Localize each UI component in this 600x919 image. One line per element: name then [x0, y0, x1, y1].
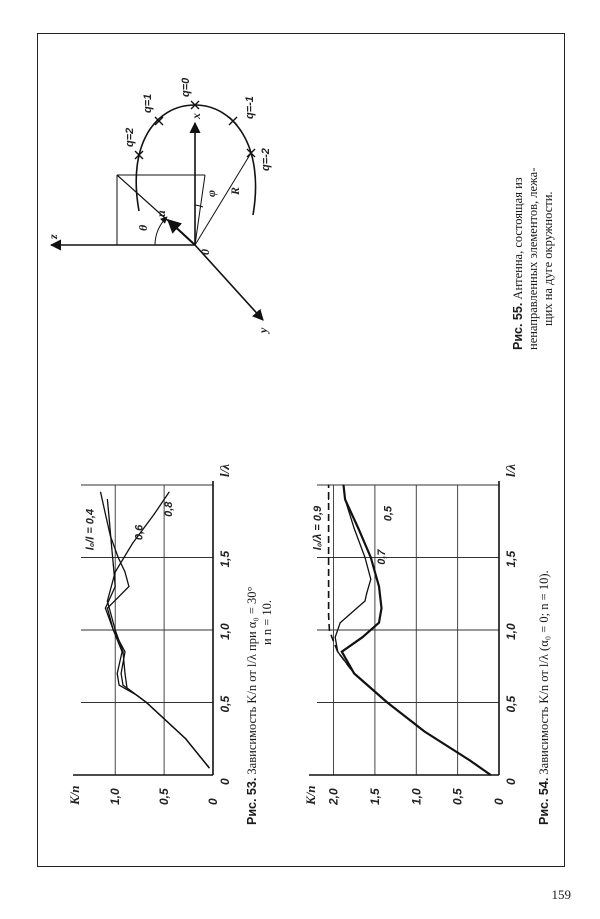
fig53-curve-label-2: 0,8	[162, 501, 175, 517]
fig53-series-2-point-9	[132, 542, 133, 543]
r-label: R	[228, 186, 242, 195]
fig54-series-0-point-9	[328, 586, 329, 587]
page-number: 159	[551, 887, 571, 902]
element-arc	[136, 105, 255, 215]
fig53-x-tick-label-0: 0	[218, 778, 232, 785]
fig53-series-0-point-10	[124, 571, 125, 572]
fig54-x-axis-label: l/λ	[503, 464, 518, 477]
fig53-series-1-point-11	[111, 542, 112, 543]
fig54-series-1-point-12	[364, 557, 365, 558]
fig53-series-0-point-14	[100, 492, 101, 493]
figure-54-caption	[537, 570, 552, 825]
x-axis-label: x	[189, 113, 203, 119]
fig54-y-tick-label-3: 1,5	[367, 788, 382, 805]
fig54-series-2-point-1	[469, 760, 470, 761]
figure-53-chart	[63, 445, 243, 825]
fig53-series-2-point-0	[208, 767, 209, 768]
fig54-y-tick-label-2: 1,0	[409, 788, 424, 805]
theta-label: θ	[136, 224, 150, 231]
fig54-series-1-point-5	[337, 651, 338, 652]
fig53-y-tick-label-1: 0,5	[157, 788, 172, 805]
fig53-series-1-point-4	[122, 685, 123, 686]
fig54-series-2-point-8	[381, 608, 382, 609]
origin-label: 0	[198, 249, 212, 255]
fig53-x-tick-label-2: 1,0	[218, 623, 232, 640]
fig54-series-2-point-13	[345, 499, 346, 500]
figure-53-caption	[245, 586, 275, 825]
fig53-series-1-point-5	[120, 673, 121, 674]
fig54-y-tick-label-0: 0	[492, 798, 506, 805]
figure-55-caption-line-3: щих на дуге окружности.	[541, 191, 555, 326]
fig53-y-tick-label-0: 0	[206, 798, 220, 805]
figure-53-caption-line-1	[245, 586, 260, 825]
figure-55-caption-text-1: Антенна, состоящая из	[511, 177, 525, 300]
fig53-x-tick-label-3: 1,5	[218, 550, 232, 568]
y-axis-label: y	[256, 327, 270, 333]
fig54-curve-label-0: l₀/λ = 0,9	[312, 505, 325, 551]
figure-55-caption-line-1	[511, 168, 526, 350]
fig53-series-1-point-6	[124, 651, 125, 652]
fig54-series-1-point-9	[364, 600, 365, 601]
rotated-page-content	[37, 33, 563, 865]
fig53-x-tick-label-1: 0,5	[218, 695, 232, 713]
fig53-series-1-point-12	[109, 521, 110, 522]
fig54-x-tick-label-1: 0,5	[504, 695, 518, 713]
fig53-series-2-point-7	[107, 600, 108, 601]
figure-54-caption-text: Зависимость K/n от l/λ (α₀ = 0; n = 10).	[537, 570, 551, 775]
fig53-series-1-point-7	[113, 629, 114, 630]
fig53-series-2-point-2	[146, 702, 147, 703]
figure-55-caption-lead: Рис. 55.	[511, 302, 525, 350]
fig54-y-axis-label: K/n	[303, 785, 318, 805]
figure-53-caption-lead: Рис. 53.	[245, 777, 259, 825]
fig54-series-2-point-0	[490, 774, 491, 775]
fig54-series-2-point-11	[370, 557, 371, 558]
fig54-series-1-point-11	[370, 579, 371, 580]
fig54-y-tick-label-1: 0,5	[450, 788, 465, 805]
fig54-series-2-point-5	[341, 651, 342, 652]
q-2-label: q=2	[124, 127, 136, 147]
y-axis-arrow	[195, 245, 263, 320]
fig54-series-2-point-14	[343, 484, 344, 485]
fig53-series-0-point-5	[117, 673, 118, 674]
fig53-series-1-point-13	[107, 499, 108, 500]
fig53-curve-label-1: 0,6	[133, 524, 146, 541]
fig53-series-2-point-4	[124, 673, 125, 674]
element-q-minus-1	[229, 117, 237, 125]
fig53-series-2-point-10	[154, 513, 155, 514]
u-vector	[168, 220, 195, 245]
q-minus-2-label: q=-2	[260, 148, 272, 171]
fig54-series-0-point-8	[328, 615, 329, 616]
fig54-curve-label-1: 0,7	[375, 549, 388, 565]
fig54-series-2-point-4	[354, 673, 355, 674]
fig54-series-2-point-7	[378, 622, 379, 623]
theta-arc	[155, 217, 167, 245]
fig54-series-1-point-8	[356, 608, 357, 609]
fig54-x-tick-label-0: 0	[504, 778, 518, 785]
figure-54-chart	[299, 445, 531, 825]
fig53-series-2-point-5	[122, 651, 123, 652]
fig54-series-0-point-11	[328, 528, 329, 529]
fig53-series-0-point-4	[119, 685, 120, 686]
fig54-y-tick-label-4: 2,0	[326, 788, 341, 805]
fig53-y-axis-label: K/n	[67, 785, 82, 805]
fig54-series-0-point-10	[328, 557, 329, 558]
fig54-series-0-point-7	[329, 629, 330, 630]
fig54-series-2-point-12	[358, 528, 359, 529]
fig54-series-2-point-2	[424, 731, 425, 732]
fig53-series-0-point-11	[118, 557, 119, 558]
q-0-label: q=0	[180, 77, 192, 97]
fig53-series-0-point-9	[128, 586, 129, 587]
fig54-series-1-point-10	[366, 593, 367, 594]
fig54-series-1-point-13	[354, 528, 355, 529]
figure-54-caption-lead: Рис. 54.	[537, 777, 551, 825]
fig53-x-axis-label: l/λ	[217, 464, 232, 477]
phi-arc	[195, 205, 203, 207]
fig53-series-1-point-10	[113, 564, 114, 565]
fig53-series-2-point-1	[185, 738, 186, 739]
figure-53-caption-text: Зависимость K/n от l/λ при α₀ = 30°	[245, 586, 259, 775]
fig54-series-2-point-9	[378, 586, 379, 587]
fig54-series-0-point-6	[331, 637, 332, 638]
fig54-series-2-point-6	[362, 637, 363, 638]
z-axis-label: z	[46, 234, 60, 239]
fig54-series-1-point-6	[335, 637, 336, 638]
figure-53-caption-line-2: и n = 10.	[260, 600, 274, 645]
u-label: u	[154, 210, 168, 217]
fig53-curve-label-0: l₀/l = 0,4	[84, 508, 97, 551]
fig54-series-1-point-7	[340, 622, 341, 623]
antenna-diagram	[43, 45, 275, 345]
fig54-curve-label-2: 0,5	[382, 505, 395, 522]
fig53-series-2-point-8	[115, 571, 116, 572]
fig53-y-tick-label-2: 1,0	[108, 788, 123, 805]
fig53-series-2-point-3	[126, 687, 127, 688]
fig53-series-1	[105, 500, 209, 768]
fig54-x-tick-label-3: 1,5	[504, 550, 518, 568]
figure-55-caption	[511, 168, 556, 350]
figure-55-caption-line-2: ненаправленных элементов, лежа-	[526, 167, 540, 350]
fig54-series-0-point-13	[328, 484, 329, 485]
radius-line	[195, 153, 251, 245]
fig53-series-1-point-8	[105, 608, 106, 609]
figure-54-caption-line-1	[537, 570, 552, 825]
fig53-series-1-point-9	[115, 586, 116, 587]
fig54-series-2-point-3	[387, 702, 388, 703]
q-minus-1-label: q=-1	[244, 96, 256, 119]
q-1-label: q=1	[142, 93, 154, 113]
fig53-series-2-point-6	[115, 629, 116, 630]
fig54-x-tick-label-2: 1,0	[504, 623, 518, 640]
phi-label: φ	[204, 189, 218, 197]
fig53-series-0-point-8	[107, 608, 108, 609]
fig53-series-2-point-11	[168, 492, 169, 493]
projection-xy	[195, 175, 205, 245]
fig53-series-0-point-13	[105, 513, 106, 514]
fig54-series-2-point-10	[374, 571, 375, 572]
fig54-series-0-point-12	[328, 499, 329, 500]
